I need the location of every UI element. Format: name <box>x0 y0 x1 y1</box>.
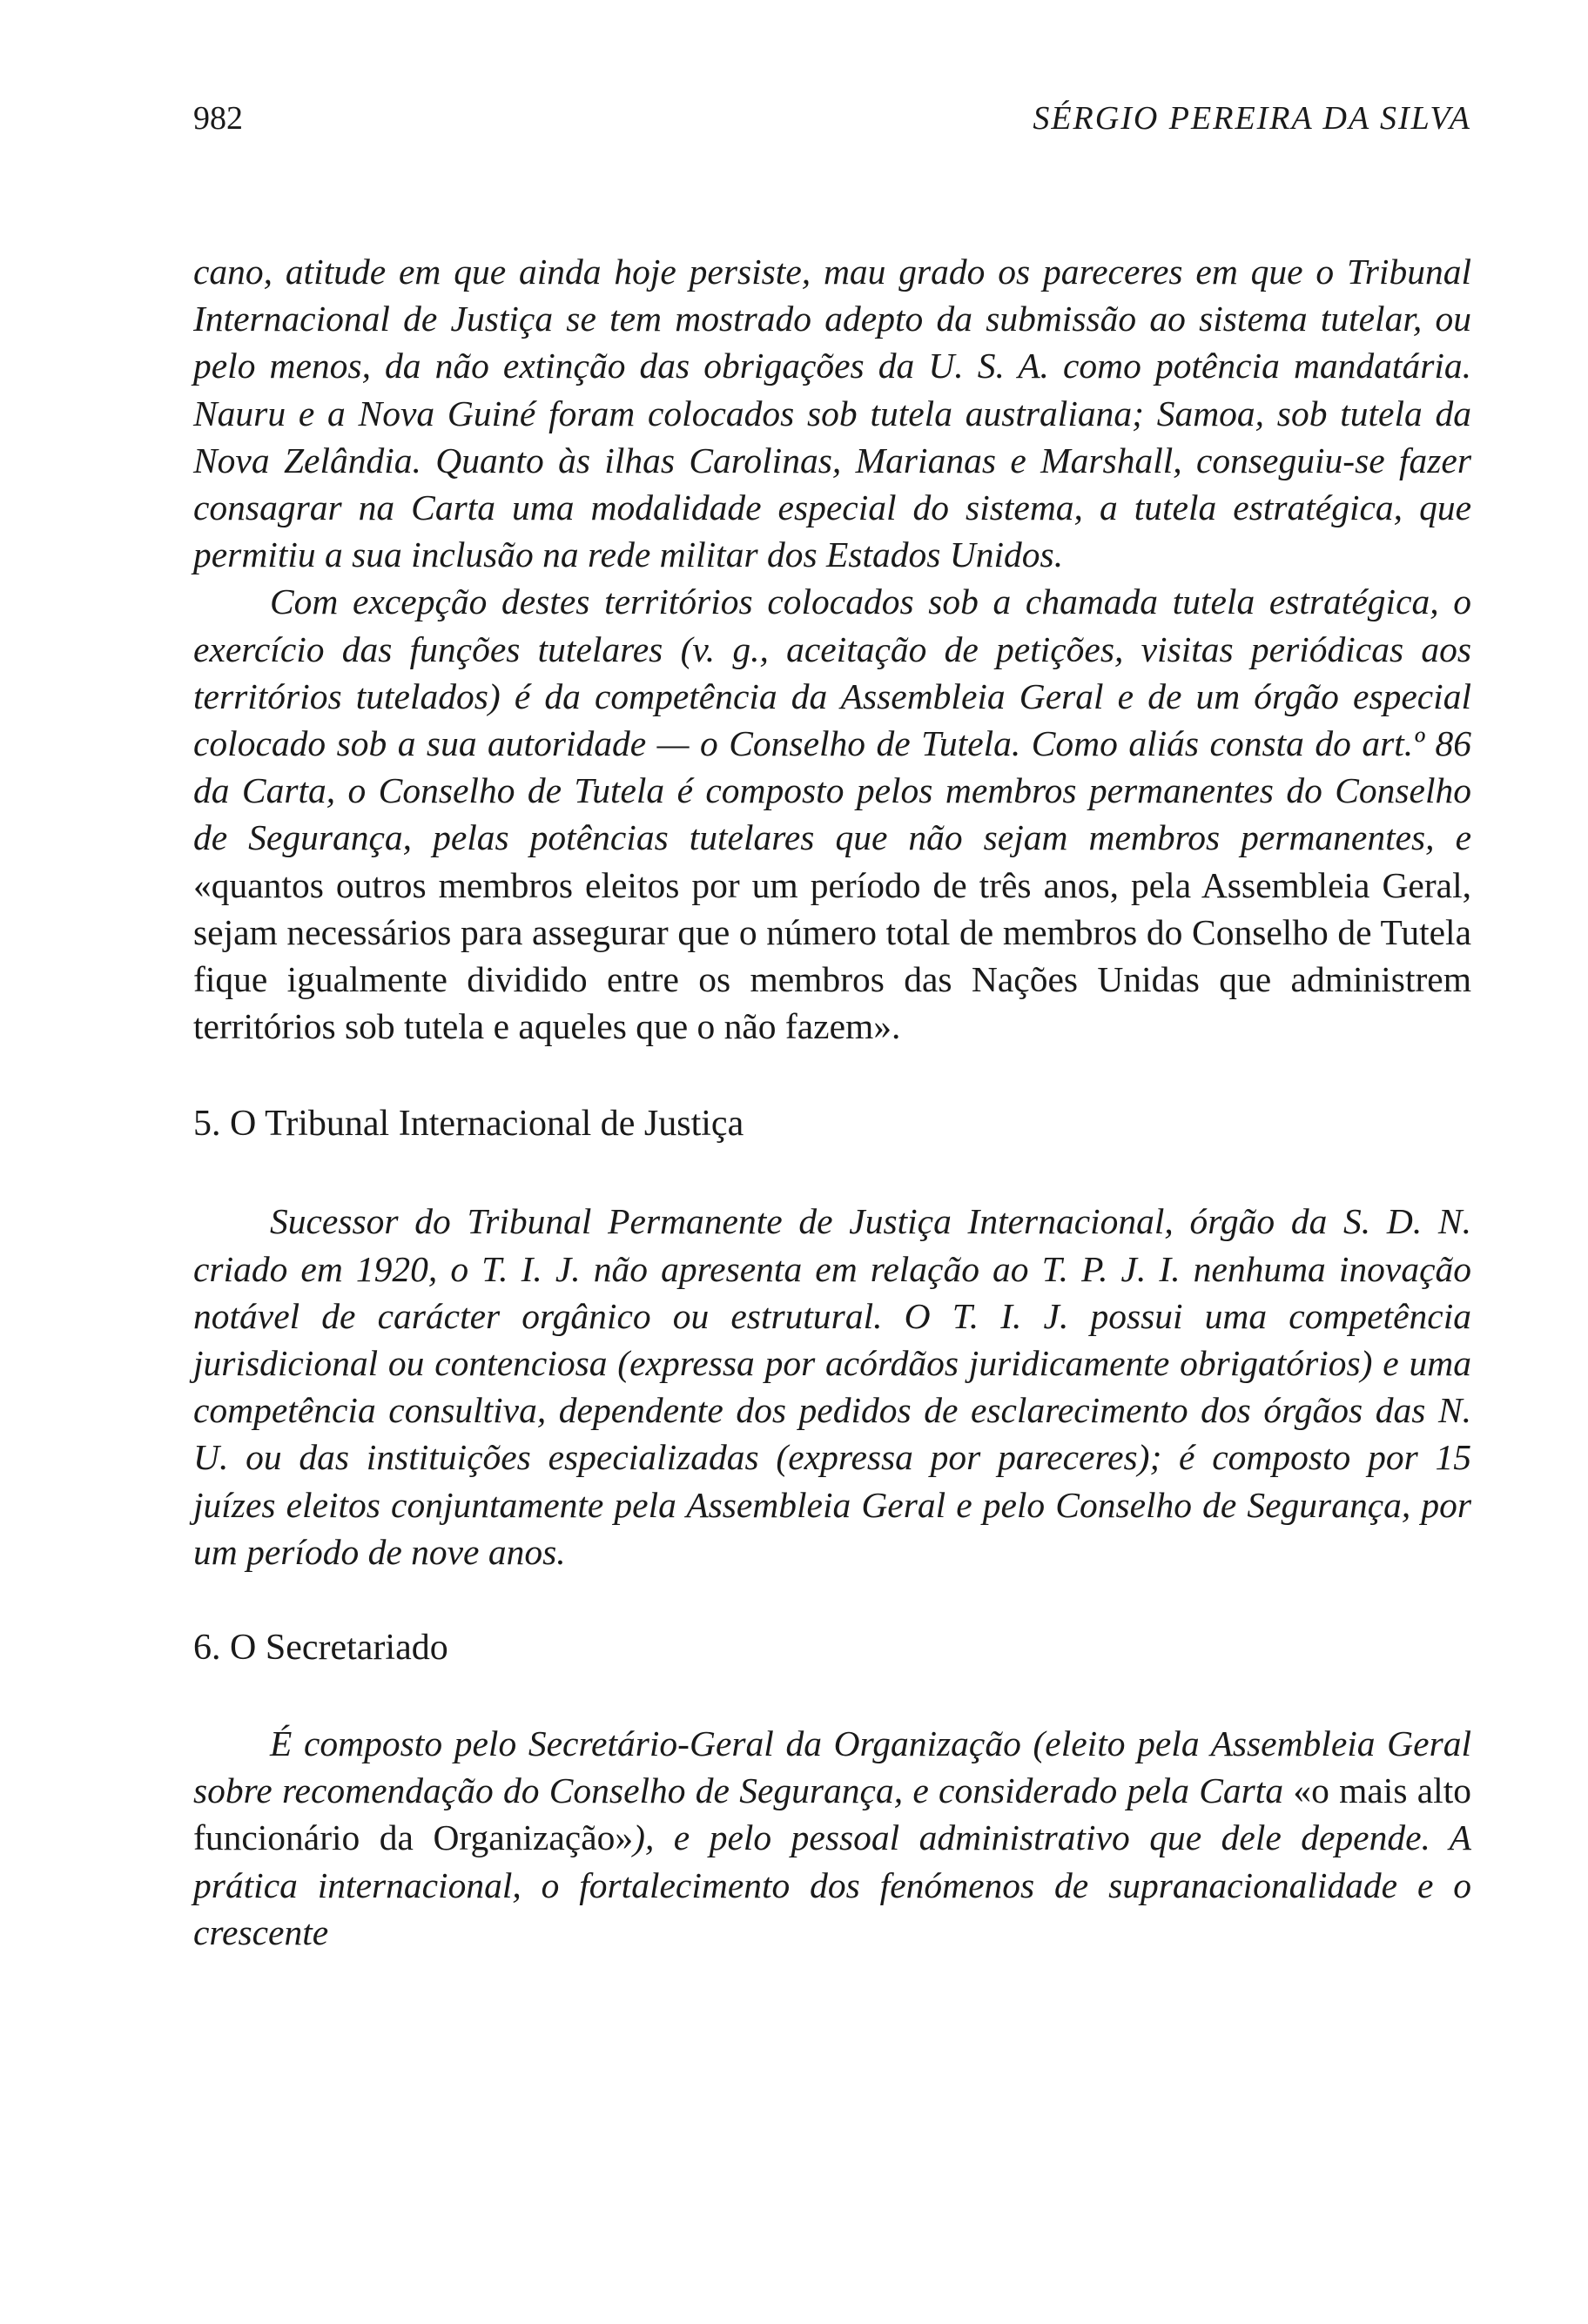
running-header <box>193 87 1471 139</box>
section-heading-secretariado: 6. O Secretariado <box>193 1628 448 1669</box>
page-number: 982 <box>193 100 243 137</box>
section-heading-tribunal: 5. O Tribunal Internacional de Justiça <box>193 1104 744 1145</box>
running-title: SÉRGIO PEREIRA DA SILVA <box>1033 100 1471 137</box>
charter-quotation-secretary: «o mais alto funcionário da Organização» <box>193 1770 1471 1858</box>
paragraph-conselho-italic-text: Com excepção destes territórios colocados sob a chamada tutela estratégica, o exercício das funções tutelares (v. g., aceitação de petições, visitas periódicas aos territórios tutelados) é da competência da Assembleia Geral e de um órgão especial colocado sob a sua autoridade — o Conselho de Tutela. Como aliás consta do art.º 86 da Carta, o Conselho de Tutela é composto pelos membros permanentes do Conselho de Segurança, pelas potências tutelares que não sejam membros permanentes, e <box>193 581 1471 858</box>
charter-quotation: «quantos outros membros eleitos por um período de três anos, pela Assembleia Geral, sejam necessários para assegurar que o número total de membros do Conselho de Tutela fique igualmente dividido entre os membros das Nações Unidas que administrem territórios sob tutela e aqueles que o não fazem». <box>193 864 1471 1047</box>
paragraph-tutela-continuation: cano, atitude em que ainda hoje persiste, mau grado os pareceres em que o Tribunal Internacional de Justiça se tem mostrado adepto da submissão ao sistema tutelar, ou pelo menos, da não extinção das obrigações da U. S. A. como potência mandatária. Nauru e a Nova Guiné foram colocados sob tutela australiana; Samoa, sob tutela da Nova Zelândia. Quanto às ilhas Carolinas, Marianas e Marshall, conseguiu-se fazer consagrar na Carta uma modalidade especial do sistema, a tutela estratégica, que permitiu a sua inclusão na rede militar dos Estados Unidos. <box>193 252 1471 575</box>
paragraph-secretariado-italic-b: ), e pelo pessoal administrativo que dele depende. A prática internacional, o fortalecimento dos fenómenos de supranacionalidade e o crescente <box>193 1817 1471 1952</box>
paragraph-secretariado-italic-a: É composto pelo Secretário-Geral da Organização (eleito pela Assembleia Geral sobre recomendação do Conselho de Segurança, e considerado pela Carta <box>193 1723 1471 1811</box>
paragraph-tribunal: Sucessor do Tribunal Permanente de Justiça Internacional, órgão da S. D. N. criado em 1920, o T. I. J. não apresenta em relação ao T. P. J. I. nenhuma inovação notável de carácter orgânico ou estrutural. O T. I. J. possui uma competência jurisdicional ou contenciosa (expressa por acórdãos juridicamente obrigatórios) e uma competência consultiva, dependente dos pedidos de esclarecimento dos órgãos das N. U. ou das instituições especializadas (expressa por pareceres); é composto por 15 juízes eleitos conjuntamente pela Assembleia Geral e pelo Conselho de Segurança, por um período de nove anos. <box>193 1201 1471 1572</box>
document-page <box>193 87 1471 1956</box>
paragraph-conselho-de-tutela <box>193 578 1471 1050</box>
paragraph-secretariado <box>193 1720 1471 1956</box>
